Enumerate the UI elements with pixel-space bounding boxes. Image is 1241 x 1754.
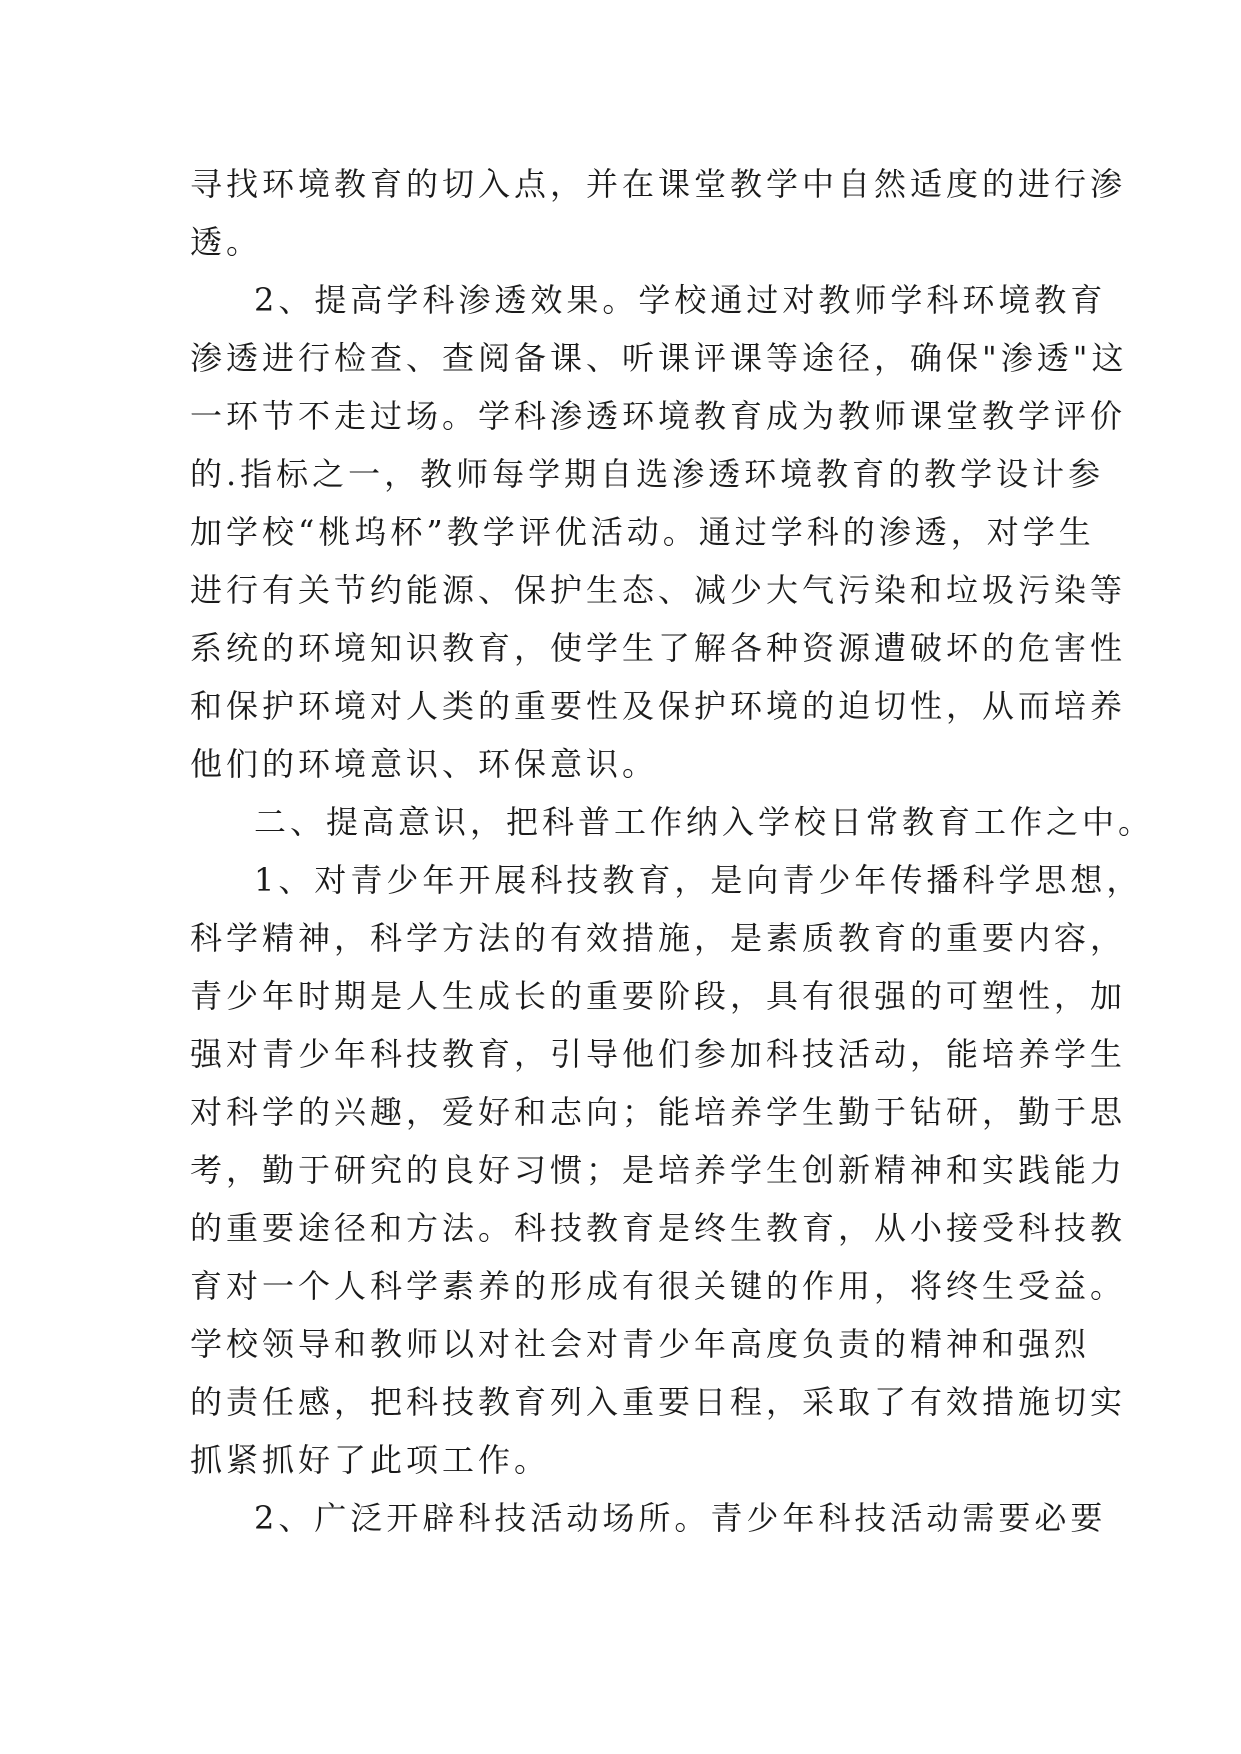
text-line: 对科学的兴趣，爱好和志向；能培养学生勤于钻研，勤于思 [190, 1093, 1127, 1131]
text-line: 育对一个人科学素养的形成有很关键的作用，将终生受益。 [190, 1267, 1127, 1305]
paragraph-start-line: 1、对青少年开展科技教育，是向青少年传播科学思想， [254, 861, 1143, 899]
text-line: 系统的环境知识教育，使学生了解各种资源遭破坏的危害性 [190, 629, 1127, 667]
section-heading: 二、提高意识，把科普工作纳入学校日常教育工作之中。 [254, 803, 1155, 841]
text-line: 考，勤于研究的良好习惯；是培养学生创新精神和实践能力 [190, 1151, 1127, 1189]
text-line: 透。 [190, 223, 263, 261]
text-line: 寻找环境教育的切入点，并在课堂教学中自然适度的进行渗 [190, 165, 1127, 203]
text-line: 进行有关节约能源、保护生态、减少大气污染和垃圾污染等 [190, 571, 1127, 609]
paragraph-start-line: 2、广泛开辟科技活动场所。青少年科技活动需要必要 [254, 1499, 1107, 1537]
text-line: 一环节不走过场。学科渗透环境教育成为教师课堂教学评价 [190, 397, 1127, 435]
paragraph-start-line: 2、提高学科渗透效果。学校通过对教师学科环境教育 [254, 281, 1107, 319]
document-page [190, 155, 1155, 1715]
text-line: 科学精神，科学方法的有效措施，是素质教育的重要内容， [190, 919, 1127, 957]
text-line: 他们的环境意识、环保意识。 [190, 745, 659, 783]
text-line: 青少年时期是人生成长的重要阶段，具有很强的可塑性，加 [190, 977, 1127, 1015]
text-line: 学校领导和教师以对社会对青少年高度负责的精神和强烈 [190, 1325, 1091, 1363]
text-line: 的重要途径和方法。科技教育是终生教育，从小接受科技教 [190, 1209, 1127, 1247]
text-line: 的.指标之一，教师每学期自选渗透环境教育的教学设计参 [190, 455, 1105, 493]
text-line: 的责任感，把科技教育列入重要日程，采取了有效措施切实 [190, 1383, 1127, 1421]
text-line: 加学校“桃坞杯”教学评优活动。通过学科的渗透，对学生 [190, 513, 1095, 551]
text-line: 抓紧抓好了此项工作。 [190, 1441, 551, 1479]
text-line: 渗透进行检查、查阅备课、听课评课等途径，确保"渗透"这 [190, 339, 1128, 377]
text-line: 和保护环境对人类的重要性及保护环境的迫切性，从而培养 [190, 687, 1127, 725]
text-line: 强对青少年科技教育，引导他们参加科技活动，能培养学生 [190, 1035, 1127, 1073]
